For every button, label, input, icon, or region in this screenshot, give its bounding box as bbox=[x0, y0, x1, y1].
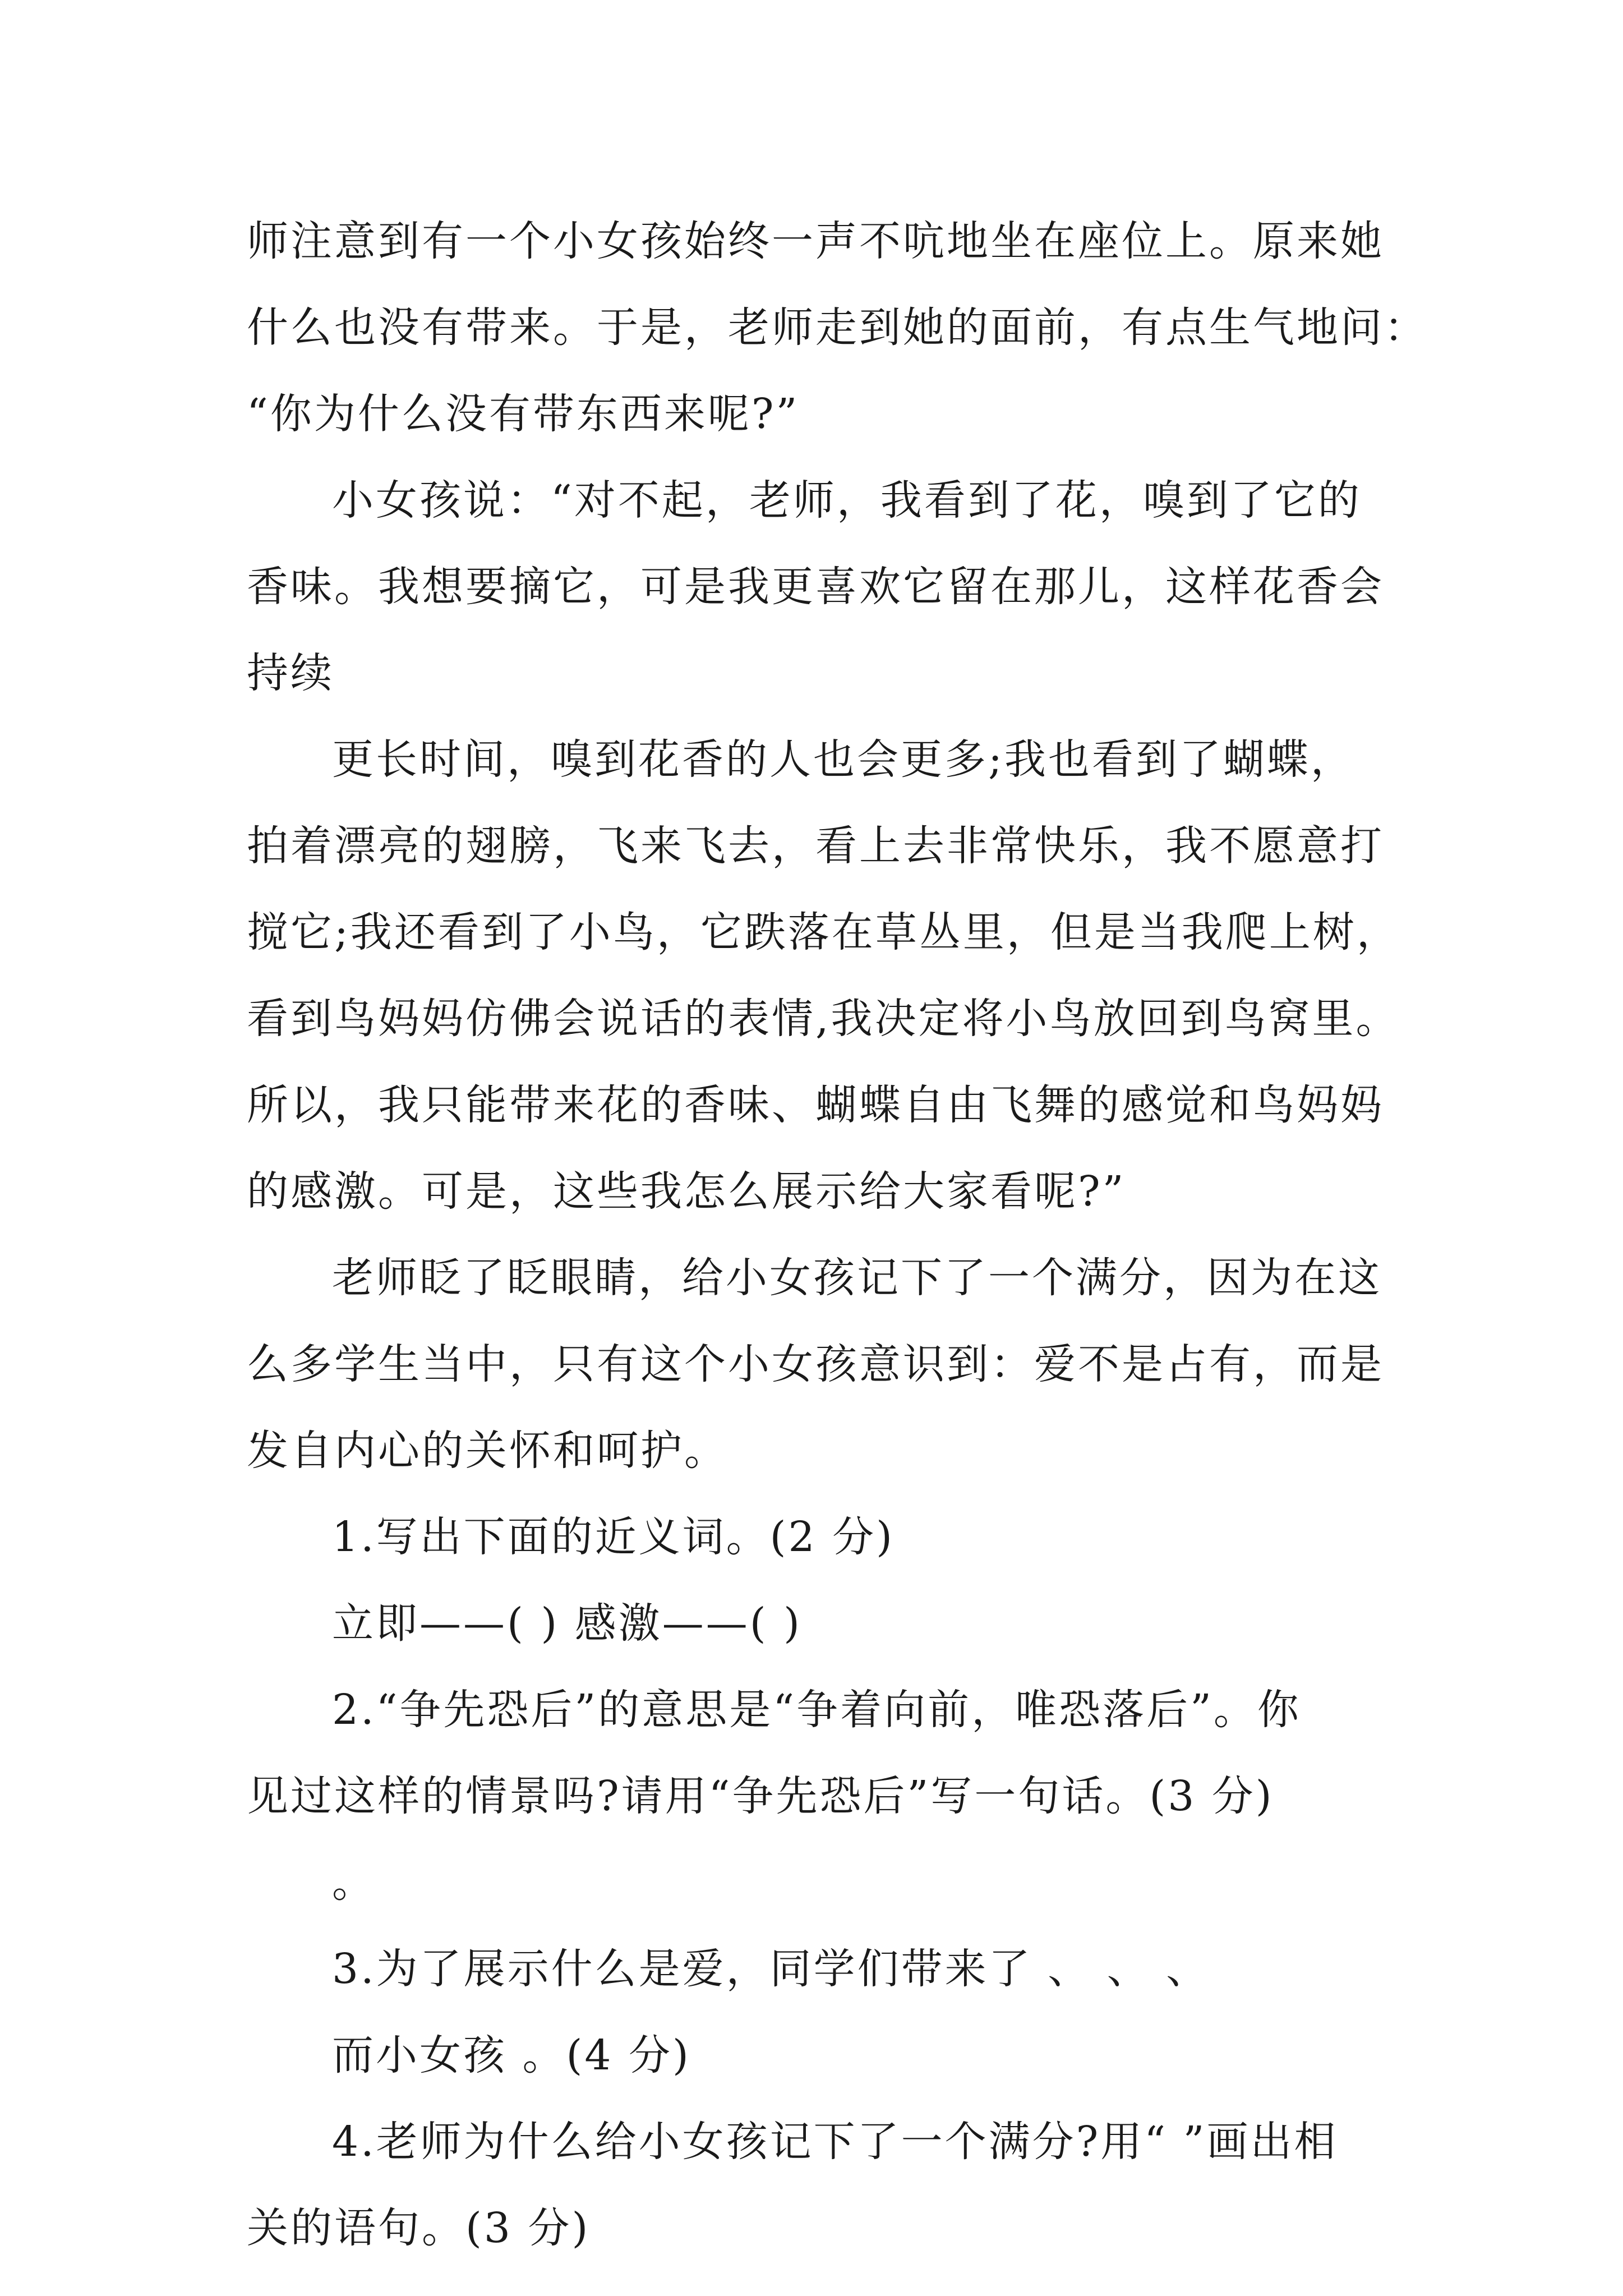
text-line: 发自内心的关怀和呵护。 bbox=[247, 1427, 728, 1475]
text-line: 香味。我想要摘它，可是我更喜欢它留在那儿，这样花香会 bbox=[247, 563, 1384, 611]
question-4-continued: 关的语句。(3 分) bbox=[247, 2204, 591, 2252]
text-line: “你为什么没有带东西来呢?” bbox=[247, 390, 800, 438]
text-line: 师注意到有一个小女孩始终一声不吭地坐在座位上。原来她 bbox=[247, 217, 1384, 265]
text-line: 拍着漂亮的翅膀，飞来飞去，看上去非常快乐，我不愿意打 bbox=[247, 822, 1384, 870]
question-2-continued: 见过这样的情景吗?请用“争先恐后”写一句话。(3 分) bbox=[247, 1772, 1274, 1820]
text-line: 么多学生当中，只有这个小女孩意识到：爱不是占有，而是 bbox=[247, 1340, 1384, 1388]
text-line: 更长时间，嗅到花香的人也会更多;我也看到了蝴蝶， bbox=[332, 735, 1354, 784]
text-line: 老师眨了眨眼睛，给小女孩记下了一个满分，因为在这 bbox=[332, 1254, 1382, 1302]
question-4: 4.老师为什么给小女孩记下了一个满分?用“ ”画出相 bbox=[332, 2118, 1338, 2166]
question-2-answer-line: 。 bbox=[332, 1858, 376, 1907]
text-line: 什么也没有带来。于是，老师走到她的面前，有点生气地问： bbox=[247, 303, 1428, 352]
text-line: 持续 bbox=[247, 649, 334, 697]
question-3: 3.为了展示什么是爱，同学们带来了 、 、 、 bbox=[332, 1945, 1210, 1993]
question-1: 1.写出下面的近义词。(2 分) bbox=[332, 1513, 895, 1561]
text-line: 所以，我只能带来花的香味、蝴蝶自由飞舞的感觉和鸟妈妈 bbox=[247, 1081, 1384, 1129]
question-2: 2.“争先恐后”的意思是“争着向前，唯恐落后”。你 bbox=[332, 1686, 1301, 1734]
text-line: 小女孩说：“对不起，老师，我看到了花，嗅到了它的 bbox=[332, 476, 1362, 524]
text-line: 搅它;我还看到了小鸟，它跌落在草丛里，但是当我爬上树， bbox=[247, 908, 1400, 956]
text-line: 看到鸟妈妈仿佛会说话的表情,我决定将小鸟放回到鸟窝里。 bbox=[247, 995, 1400, 1043]
question-3-continued: 而小女孩 。(4 分) bbox=[332, 2031, 691, 2079]
question-1-answer-blanks: 立即——( ) 感激——( ) bbox=[332, 1599, 803, 1648]
text-line: 的感激。可是，这些我怎么展示给大家看呢?” bbox=[247, 1167, 1126, 1216]
